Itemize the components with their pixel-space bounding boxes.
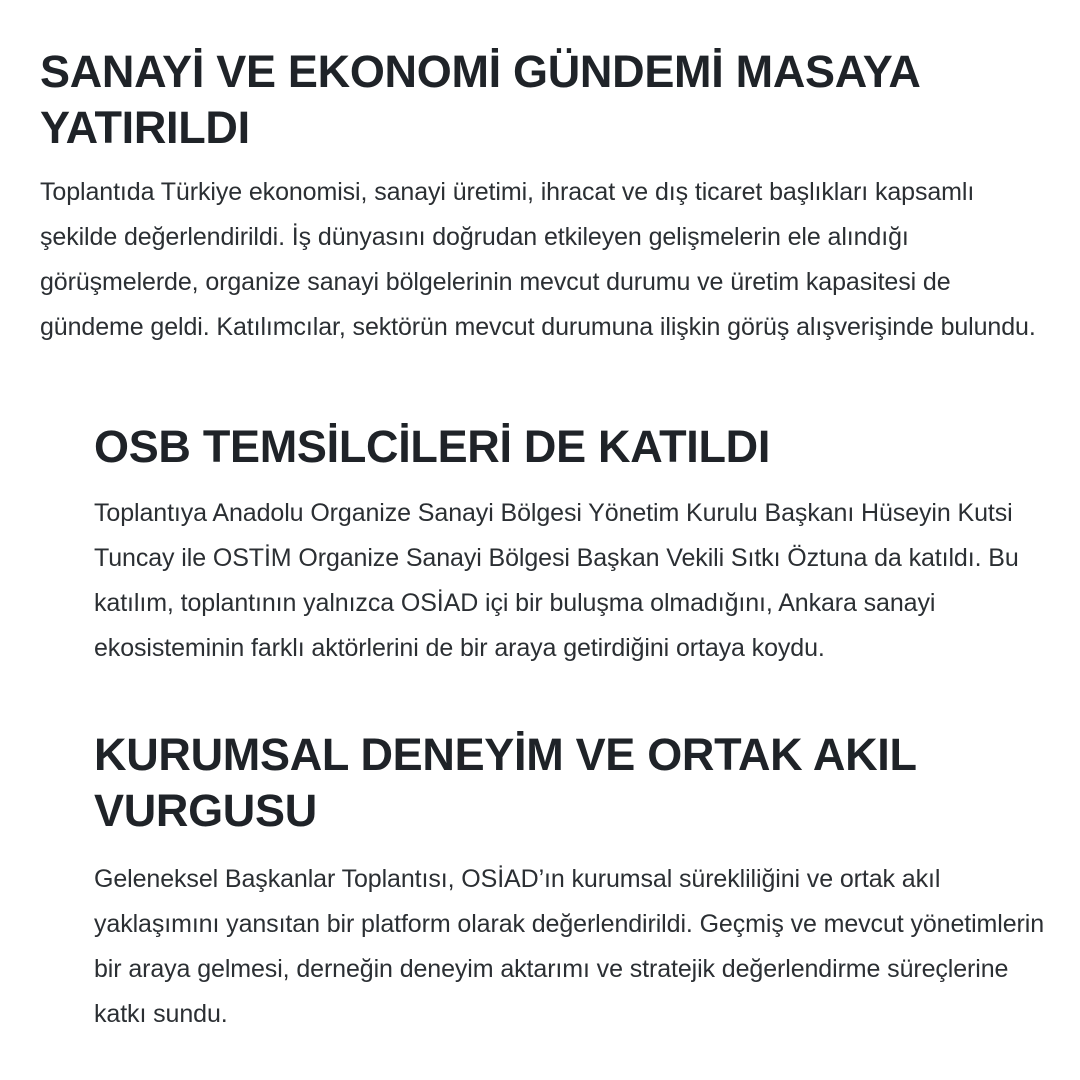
section-institutional-experience [94,727,1064,1037]
section-paragraph: Toplantıya Anadolu Organize Sanayi Bölgesi Yönetim Kurulu Başkanı Hüseyin Kutsi Tuncay ile OSTİM Organize Sanayi Bölgesi Başkan Vekili Sıtkı Öztuna da katıldı. Bu katılım, toplantının yalnızca OSİAD içi bir buluşma olmadığını, Ankara sanayi ekosisteminin farklı aktörlerini de bir araya getirdiğini ortaya koydu. [94,499,1019,662]
section-osb-representatives [94,419,1064,671]
section-paragraph: Toplantıda Türkiye ekonomisi, sanayi üretimi, ihracat ve dış ticaret başlıkları kapsamlı şekilde değerlendirildi. İş dünyasını doğrudan etkileyen gelişmelerin ele alındığı görüşmelerde, organize sanayi bölgelerinin mevcut durumu ve üretim kapasitesi de gündeme geldi. Katılımcılar, sektörün mevcut durumuna ilişkin görüş alışverişinde bulundu. [40,178,1036,341]
section-economy-agenda [40,44,1040,350]
section-paragraph: Geleneksel Başkanlar Toplantısı, OSİAD’ın kurumsal sürekliliğini ve ortak akıl yaklaşımını yansıtan bir platform olarak değerlendirildi. Geçmiş ve mevcut yönetimlerin bir araya gelmesi, derneğin deneyim aktarımı ve stratejik değerlendirme süreçlerine katkı sundu. [94,865,1045,1028]
section-heading: KURUMSAL DENEYİM VE ORTAK AKIL VURGUSU [94,729,916,836]
section-heading: OSB TEMSİLCİLERİ DE KATILDI [94,421,771,472]
section-heading: SANAYİ VE EKONOMİ GÜNDEMİ MASAYA YATIRILDI [40,46,919,153]
